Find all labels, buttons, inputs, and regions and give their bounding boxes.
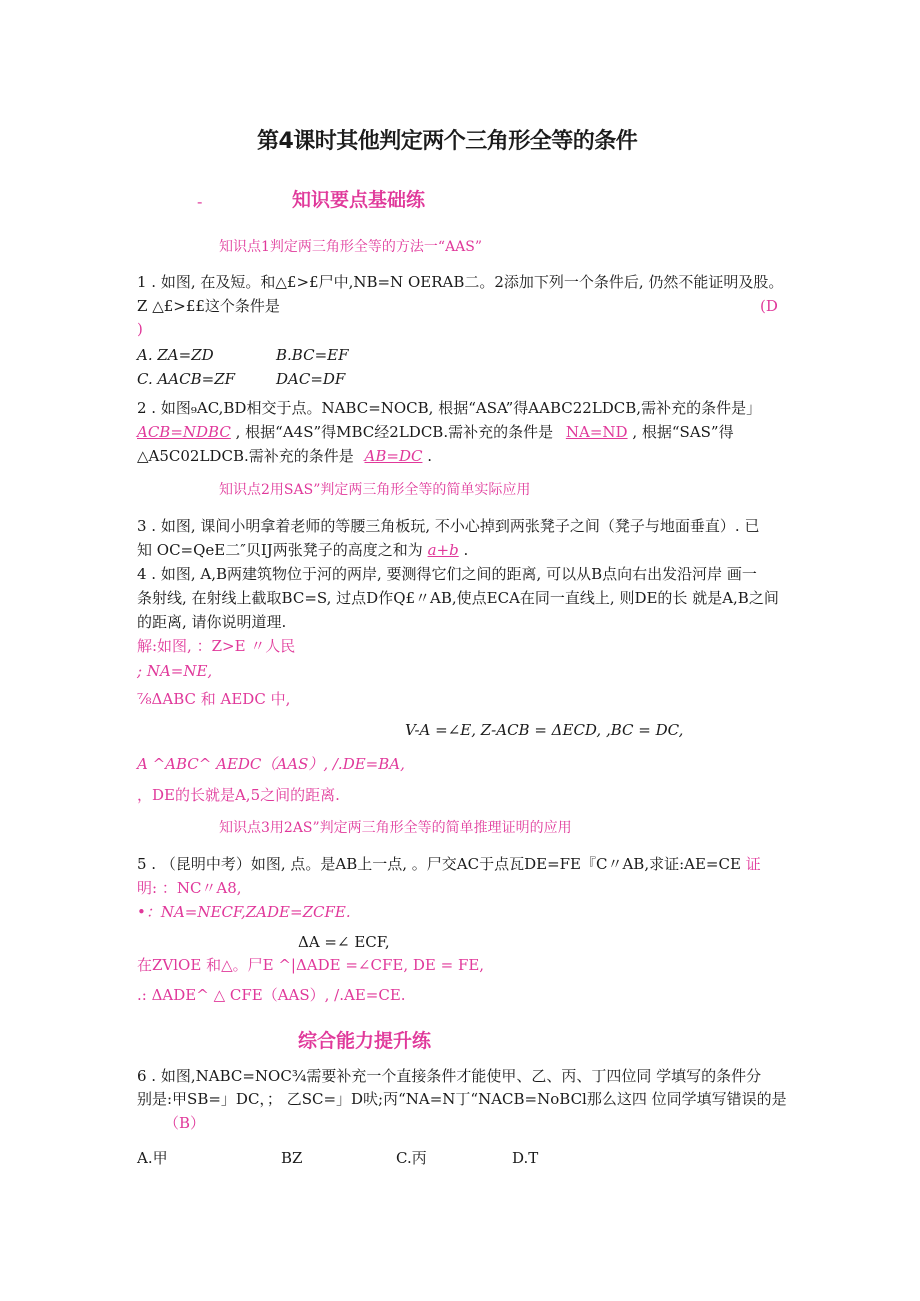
q5-text: 5 . （昆明中考）如图, 点。是AB上一点, 。尸交AC于点瓦DE=FE『C〃AB,求证:AE=CE: [137, 855, 741, 873]
q1-line2: Z △£>££这个条件是: [137, 297, 280, 315]
q4-solution-6: ，DE的长就是A,5之间的距离.: [137, 786, 340, 804]
section-dash: -: [197, 192, 203, 211]
page-title: 第4课时其他判定两个三角形全等的条件: [257, 129, 638, 154]
q4-line3: 的距离, 请你说明道理.: [137, 613, 287, 631]
q1-option-a: A. ZA=ZD: [137, 346, 214, 364]
q2-text-1: , 根据“A4S”得MBC经2LDCB.需补充的条件是: [235, 423, 554, 441]
q6-option-c: C.丙: [396, 1149, 427, 1167]
q2-blank-3: AB=DC: [364, 447, 423, 465]
q1-answer: (D: [760, 297, 778, 315]
q1-line1: 1 . 如图, 在及短。和△£>£尸中,NB=N OERAB二。2添加下列一个条件后, 仍然不能证明及股。: [137, 273, 784, 291]
section-heading-advanced: 综合能力提升练: [298, 1030, 432, 1052]
q5-proof-5: .: ΔADE^ △ CFE（AAS）, /.AE=CE.: [137, 986, 406, 1004]
q5-proof-2: •：NA=NECF,ZADE=ZCFE.: [137, 903, 351, 921]
q4-line1: 4 . 如图, A,B两建筑物位于河的两岸, 要测得它们之间的距离, 可以从B点向右出发沿河岸 画一: [137, 565, 757, 583]
q3-end: .: [463, 541, 469, 559]
q6-option-a: A.甲: [137, 1149, 168, 1167]
section-heading-basic: 知识要点基础练: [292, 189, 426, 211]
q4-solution-4: V-A =∠E, Z-ACB = ΔECD, ,BC = DC,: [405, 721, 684, 739]
knowledge-point-3: 知识点3用2AS”判定两三角形全等的简单推理证明的应用: [219, 820, 572, 836]
knowledge-point-1: 知识点1判定两三角形全等的方法一“AAS”: [219, 239, 483, 255]
q4-line2: 条射线, 在射线上截取BC=S, 过点D作Q£〃AB,使点ECA在同一直线上, 则DE的长 就是A,B之间: [137, 589, 779, 607]
q5-proof-3: ΔA =∠ ECF,: [298, 933, 390, 951]
q2-text-3: △A5C02LDCB.需补充的条件是: [137, 447, 354, 465]
q4-solution-2: ; NA=NE,: [137, 662, 213, 680]
q4-solution-1: 解:如图, ：Z>E 〃人民: [137, 637, 296, 655]
q5-line1: [137, 855, 761, 873]
q3-text: 知 OC=QeE二″贝IJ两张凳子的高度之和为: [137, 541, 423, 559]
q6-answer: （B）: [164, 1114, 206, 1132]
q5-proof-word: 证: [745, 855, 761, 873]
q2-blank-1: ACB=NDBC: [137, 423, 231, 441]
q2-line1: 2 . 如图₉AC,BD相交于点。NABC=NOCB, 根据“ASA”得AABC22LDCB,需补充的条件是」: [137, 399, 762, 417]
q6-option-b: BZ: [281, 1149, 303, 1167]
q6-option-d: D.T: [512, 1149, 539, 1167]
q1-option-d: DAC=DF: [276, 370, 346, 388]
q1-option-c: C. AACB=ZF: [137, 370, 236, 388]
q6-line2: 别是:甲SB=」DC，； 乙SC=」D吠;丙“NA=N丁“NACB=NoBCl那么这四 位同学填写错误的是: [137, 1090, 787, 1108]
knowledge-point-2: 知识点2用SAS”判定两三角形全等的简单实际应用: [219, 482, 531, 498]
q2-text-2: , 根据“SAS”得: [632, 423, 734, 441]
q3-line1: 3 . 如图, 课间小明拿着老师的等腰三角板玩, 不小心掉到两张凳子之间（凳子与地面垂直）. 已: [137, 517, 760, 535]
q2-line3: [137, 447, 432, 465]
q2-line2: [137, 423, 734, 441]
q1-option-b: B.BC=EF: [276, 346, 349, 364]
q5-proof-4: 在ZVlOE 和△。尸E ^|ΔADE =∠CFE, DE = FE,: [137, 956, 485, 974]
q2-end: .: [427, 447, 433, 465]
q3-blank: a+b: [427, 541, 459, 559]
q2-blank-2: NA=ND: [565, 423, 628, 441]
q5-proof-1: 明: ：NC〃A8,: [137, 879, 242, 897]
q6-line1: 6 . 如图,NABC=NOC¾需要补充一个直接条件才能使甲、乙、丙、丁四位同 学填写的条件分: [137, 1067, 762, 1085]
q3-line2: [137, 541, 468, 559]
q4-solution-5: A ^ABC^ AEDC（AAS）, /.DE=BA,: [137, 755, 405, 773]
q1-answer-close: ): [137, 320, 143, 338]
q4-solution-3: ⅞ΔABC 和 AEDC 中,: [137, 690, 291, 708]
